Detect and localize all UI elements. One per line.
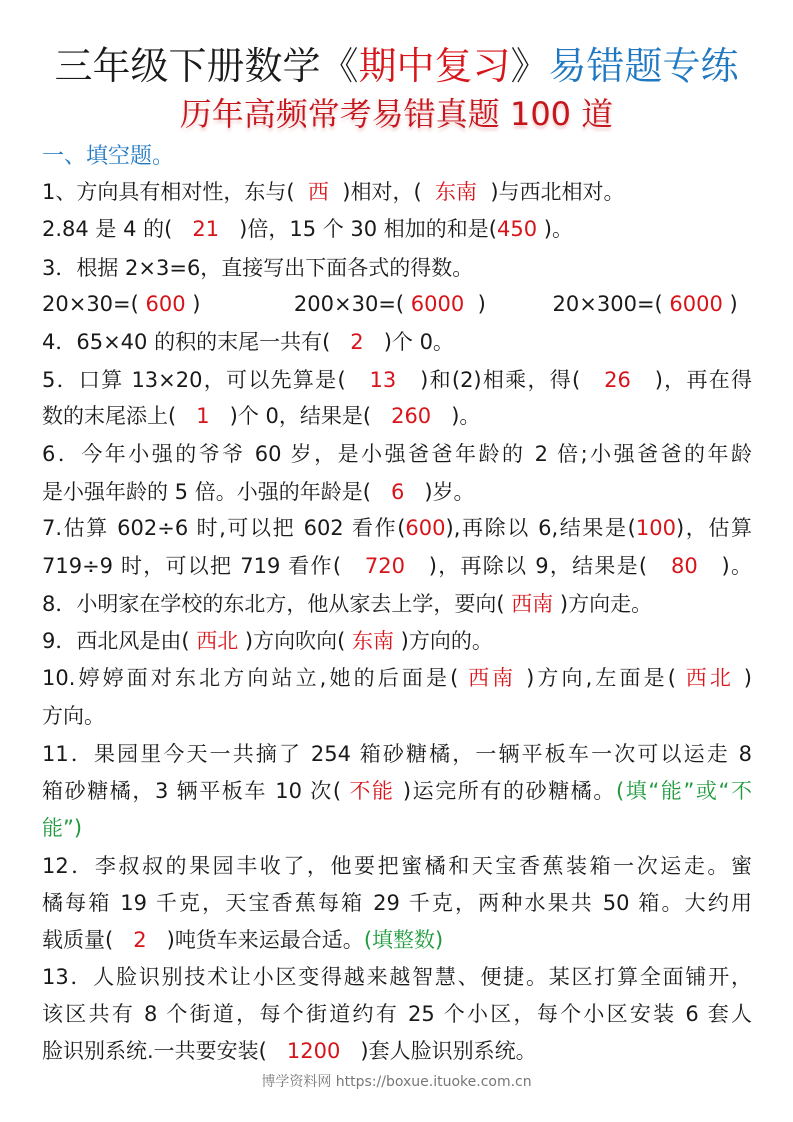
answer-text: 2 <box>350 330 364 354</box>
title-part: 期中复习 <box>358 44 511 88</box>
question-text: ) <box>722 292 738 316</box>
question-text: 该区共有 8 个街道，每个街道约有 25 个小区，每个小区安装 6 套人 <box>42 1002 752 1026</box>
answer-text: 6 <box>390 480 405 504</box>
question-text: )吨货车来运最合适。 <box>146 928 364 952</box>
question-text: 数的末尾添上( <box>42 404 197 428</box>
answer-text: 西 <box>301 180 336 204</box>
question-text: 方向。 <box>42 704 105 728</box>
page-title <box>0 40 793 92</box>
question-text: )方向的。 <box>393 629 493 653</box>
question-text: )方向吹向( <box>238 629 352 653</box>
question-line <box>42 1036 752 1066</box>
question-line <box>42 253 752 283</box>
answer-text: 1200 <box>286 1039 341 1063</box>
question-text: )。 <box>697 554 752 578</box>
title-part: 三年级下册数学《 <box>54 44 359 88</box>
answer-text: 80 <box>670 554 698 578</box>
question-line <box>42 589 752 619</box>
question-text: 箱砂糖橘，3 辆平板车 10 次( <box>42 779 350 803</box>
answer-text: 6000 <box>410 292 465 316</box>
answer-text: 1 <box>196 404 210 428</box>
question-text: )，再在得 <box>630 368 753 392</box>
page-subtitle: 历年高频常考易错真题 100 道 <box>179 95 614 133</box>
answer-text: 西南 <box>468 666 517 690</box>
question-line <box>42 776 752 806</box>
question-line <box>42 626 752 656</box>
question-text: 3．根据 2×3=6，直接写出下面各式的得数。 <box>42 256 474 280</box>
title-part: 易错题专练 <box>548 44 739 88</box>
question-text: 脸识别系统.一共要安装( <box>42 1039 287 1063</box>
answer-text: 26 <box>604 368 631 392</box>
question-text: 是小强年龄的 5 倍。小强的年龄是( <box>42 480 391 504</box>
question-text: 12．李叔叔的果园丰收了，他要把蜜橘和天宝香蕉装箱一次运走。蜜 <box>42 854 752 878</box>
question-text: 6．今年小强的爷爷 60 岁，是小强爸爸年龄的 2 倍;小强爸爸的年龄 <box>42 442 752 466</box>
question-text: 20×30=( <box>42 292 146 316</box>
answer-text: 2 <box>133 928 147 952</box>
question-text: )套人脸识别系统。 <box>340 1039 537 1063</box>
question-line <box>42 813 752 843</box>
question-line <box>42 851 752 881</box>
question-text: 9．西北风是由( <box>42 629 197 653</box>
answer-text: 西北 <box>685 666 734 690</box>
question-text: )。 <box>537 217 573 241</box>
question-text: )岁。 <box>404 480 475 504</box>
question-line <box>42 214 752 244</box>
question-text: )与西北相对。 <box>477 180 625 204</box>
question-text: )相对，( <box>335 180 436 204</box>
question-text: 11．果园里今天一共摘了 254 箱砂糖橘，一辆平板车一次可以运走 8 <box>42 742 752 766</box>
title-part: 》 <box>510 44 549 88</box>
question-line <box>42 999 752 1029</box>
question-line <box>42 701 752 731</box>
answer-text: 6000 <box>669 292 723 316</box>
answer-text: 720 <box>364 554 405 578</box>
question-text: 橘每箱 19 千克，天宝香蕉每箱 29 千克，两种水果共 50 箱。大约用 <box>42 891 752 915</box>
question-line <box>42 439 752 469</box>
question-text: 8．小明家在学校的东北方，他从家去上学，要向( <box>42 592 512 616</box>
section-heading: 一、填空题。 <box>42 144 175 169</box>
question-text: 1、方向具有相对性，东与( <box>42 180 302 204</box>
answer-text: 西南 <box>511 592 554 616</box>
question-line <box>42 663 752 693</box>
question-text: 4．65×40 的积的末尾一共有( <box>42 330 351 354</box>
answer-text: 100 <box>635 516 676 540</box>
answer-text: 13 <box>369 368 397 392</box>
question-line <box>42 327 752 357</box>
answer-text: 21 <box>192 217 220 241</box>
answer-text: 东南 <box>351 629 394 653</box>
question-line <box>42 477 752 507</box>
question-text: ) <box>734 666 752 690</box>
question-text: )方向走。 <box>553 592 653 616</box>
question-text: 10.婷婷面对东北方向站立,她的后面是( <box>42 666 469 690</box>
question-text: )，估算 <box>675 516 752 540</box>
question-text: 5．口算 13×20，可以先算是( <box>42 368 370 392</box>
question-line <box>42 365 752 395</box>
question-line <box>42 177 752 207</box>
answer-text: 450 <box>497 217 538 241</box>
question-line <box>42 888 752 918</box>
answer-text: 西北 <box>196 629 239 653</box>
question-text: 7.估算 602÷6 时,可以把 602 看作( <box>42 516 406 540</box>
question-text: 2.84 是 4 的( <box>42 217 193 241</box>
question-text: )和(2)相乘，得( <box>396 368 605 392</box>
answer-text: 600 <box>145 292 186 316</box>
question-text: ) 200×30=( <box>185 292 411 316</box>
answer-text: 不能 <box>349 779 395 803</box>
question-line <box>42 401 752 431</box>
hint-text: 能”) <box>42 816 83 840</box>
question-text: 13．人脸识别技术让小区变得越来越智慧、便捷。某区打算全面铺开， <box>42 965 752 989</box>
question-text: )个 0。 <box>363 330 454 354</box>
question-text: )方向,左面是( <box>516 666 686 690</box>
question-text: 载质量( <box>42 928 134 952</box>
question-line <box>42 551 752 581</box>
question-text: )倍，15 个 30 相加的和是( <box>219 217 497 241</box>
question-line <box>42 962 752 992</box>
answer-text: 东南 <box>435 180 478 204</box>
question-line <box>42 925 752 955</box>
answer-text: 600 <box>405 516 446 540</box>
question-text: 719÷9 时，可以把 719 看作( <box>42 554 365 578</box>
question-text: ),再除以 6,结果是( <box>445 516 636 540</box>
question-text: )运完所有的砂糖橘。 <box>394 779 616 803</box>
footer-watermark: 博学资料网 https://boxue.ituoke.com.cn <box>261 1074 532 1090</box>
question-text: ) 20×300=( <box>464 292 670 316</box>
question-text: )，再除以 9，结果是( <box>404 554 671 578</box>
question-line <box>42 513 752 543</box>
hint-text: (填整数) <box>363 928 444 952</box>
hint-text: (填“能”或“不 <box>615 779 752 803</box>
question-text: )个 0，结果是( <box>209 404 392 428</box>
question-line <box>42 739 752 769</box>
question-line <box>42 289 752 319</box>
question-text: )。 <box>431 404 481 428</box>
answer-text: 260 <box>391 404 432 428</box>
